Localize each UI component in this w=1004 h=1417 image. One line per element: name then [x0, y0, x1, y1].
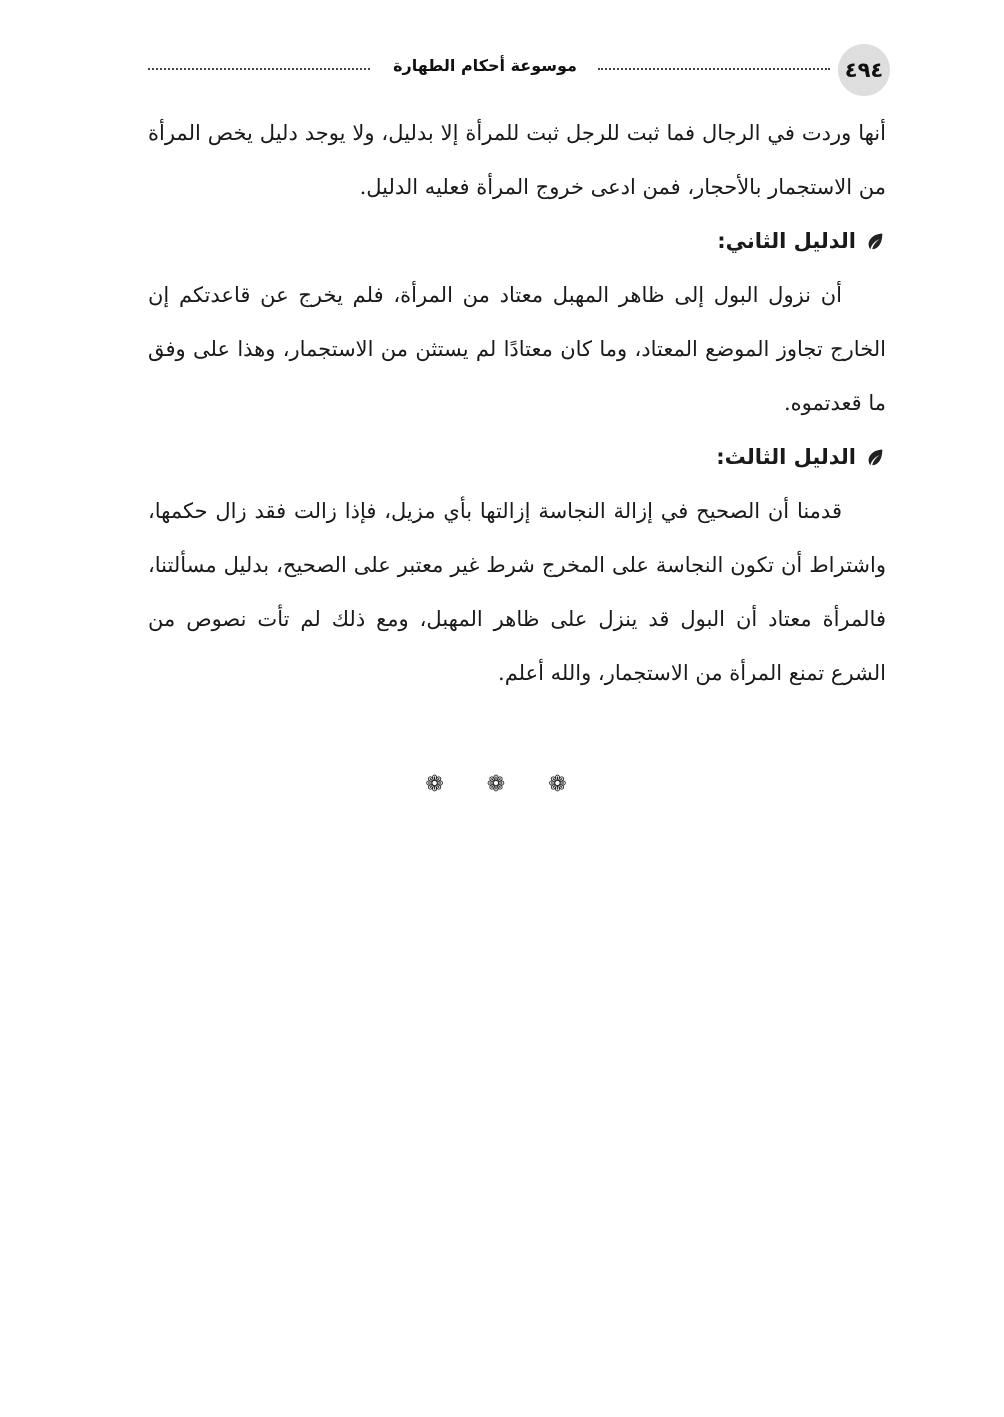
- paragraph-2: أن نزول البول إلى ظاهر المهبل معتاد من المرأة، فلم يخرج عن قاعدتكم إن الخارج تجاوز الموضع المعتاد، وما كان معتادًا لم يستثن من الاستجمار، وهذا على وفق ما قعدتموه.: [148, 283, 886, 415]
- paragraph-3: قدمنا أن الصحيح في إزالة النجاسة إزالتها بأي مزيل، فإذا زالت فقد زال حكمها، واشتراط أن تكون النجاسة على المخرج شرط غير معتبر على الصحيح، بدليل مسألتنا، فالمرأة معتاد أن البول قد ينزل على ظاهر المهبل، ومع ذلك لم تأت نصوص من الشرع تمنع المرأة من الاستجمار، والله أعلم.: [148, 499, 886, 685]
- flower-ornament-icon: ❁: [486, 772, 518, 797]
- running-title: موسوعة أحكام الطهارة: [393, 56, 577, 75]
- page-header: [148, 44, 890, 96]
- leaf-icon: [864, 230, 886, 252]
- heading-text: الدليل الثالث:: [716, 445, 856, 469]
- flower-ornament-icon: ❁: [425, 772, 456, 797]
- header-dotted-rule-right: [598, 68, 830, 70]
- section-separator: [0, 772, 1004, 797]
- heading-text: الدليل الثاني:: [717, 229, 856, 253]
- paragraph-1: أنها وردت في الرجال فما ثبت للرجل ثبت للمرأة إلا بدليل، ولا يوجد دليل يخص المرأة من الاستجمار بالأحجار، فمن ادعى خروج المرأة فعليه الدليل.: [148, 121, 886, 199]
- page-body: [148, 106, 886, 700]
- page-number-badge: [838, 44, 890, 96]
- page-number: ٤٩٤: [844, 58, 884, 82]
- heading-third-evidence: [148, 430, 886, 484]
- header-dotted-rule-left: [148, 68, 370, 70]
- heading-second-evidence: [148, 214, 886, 268]
- flower-ornament-icon: ❁: [548, 772, 579, 797]
- leaf-icon: [864, 446, 886, 468]
